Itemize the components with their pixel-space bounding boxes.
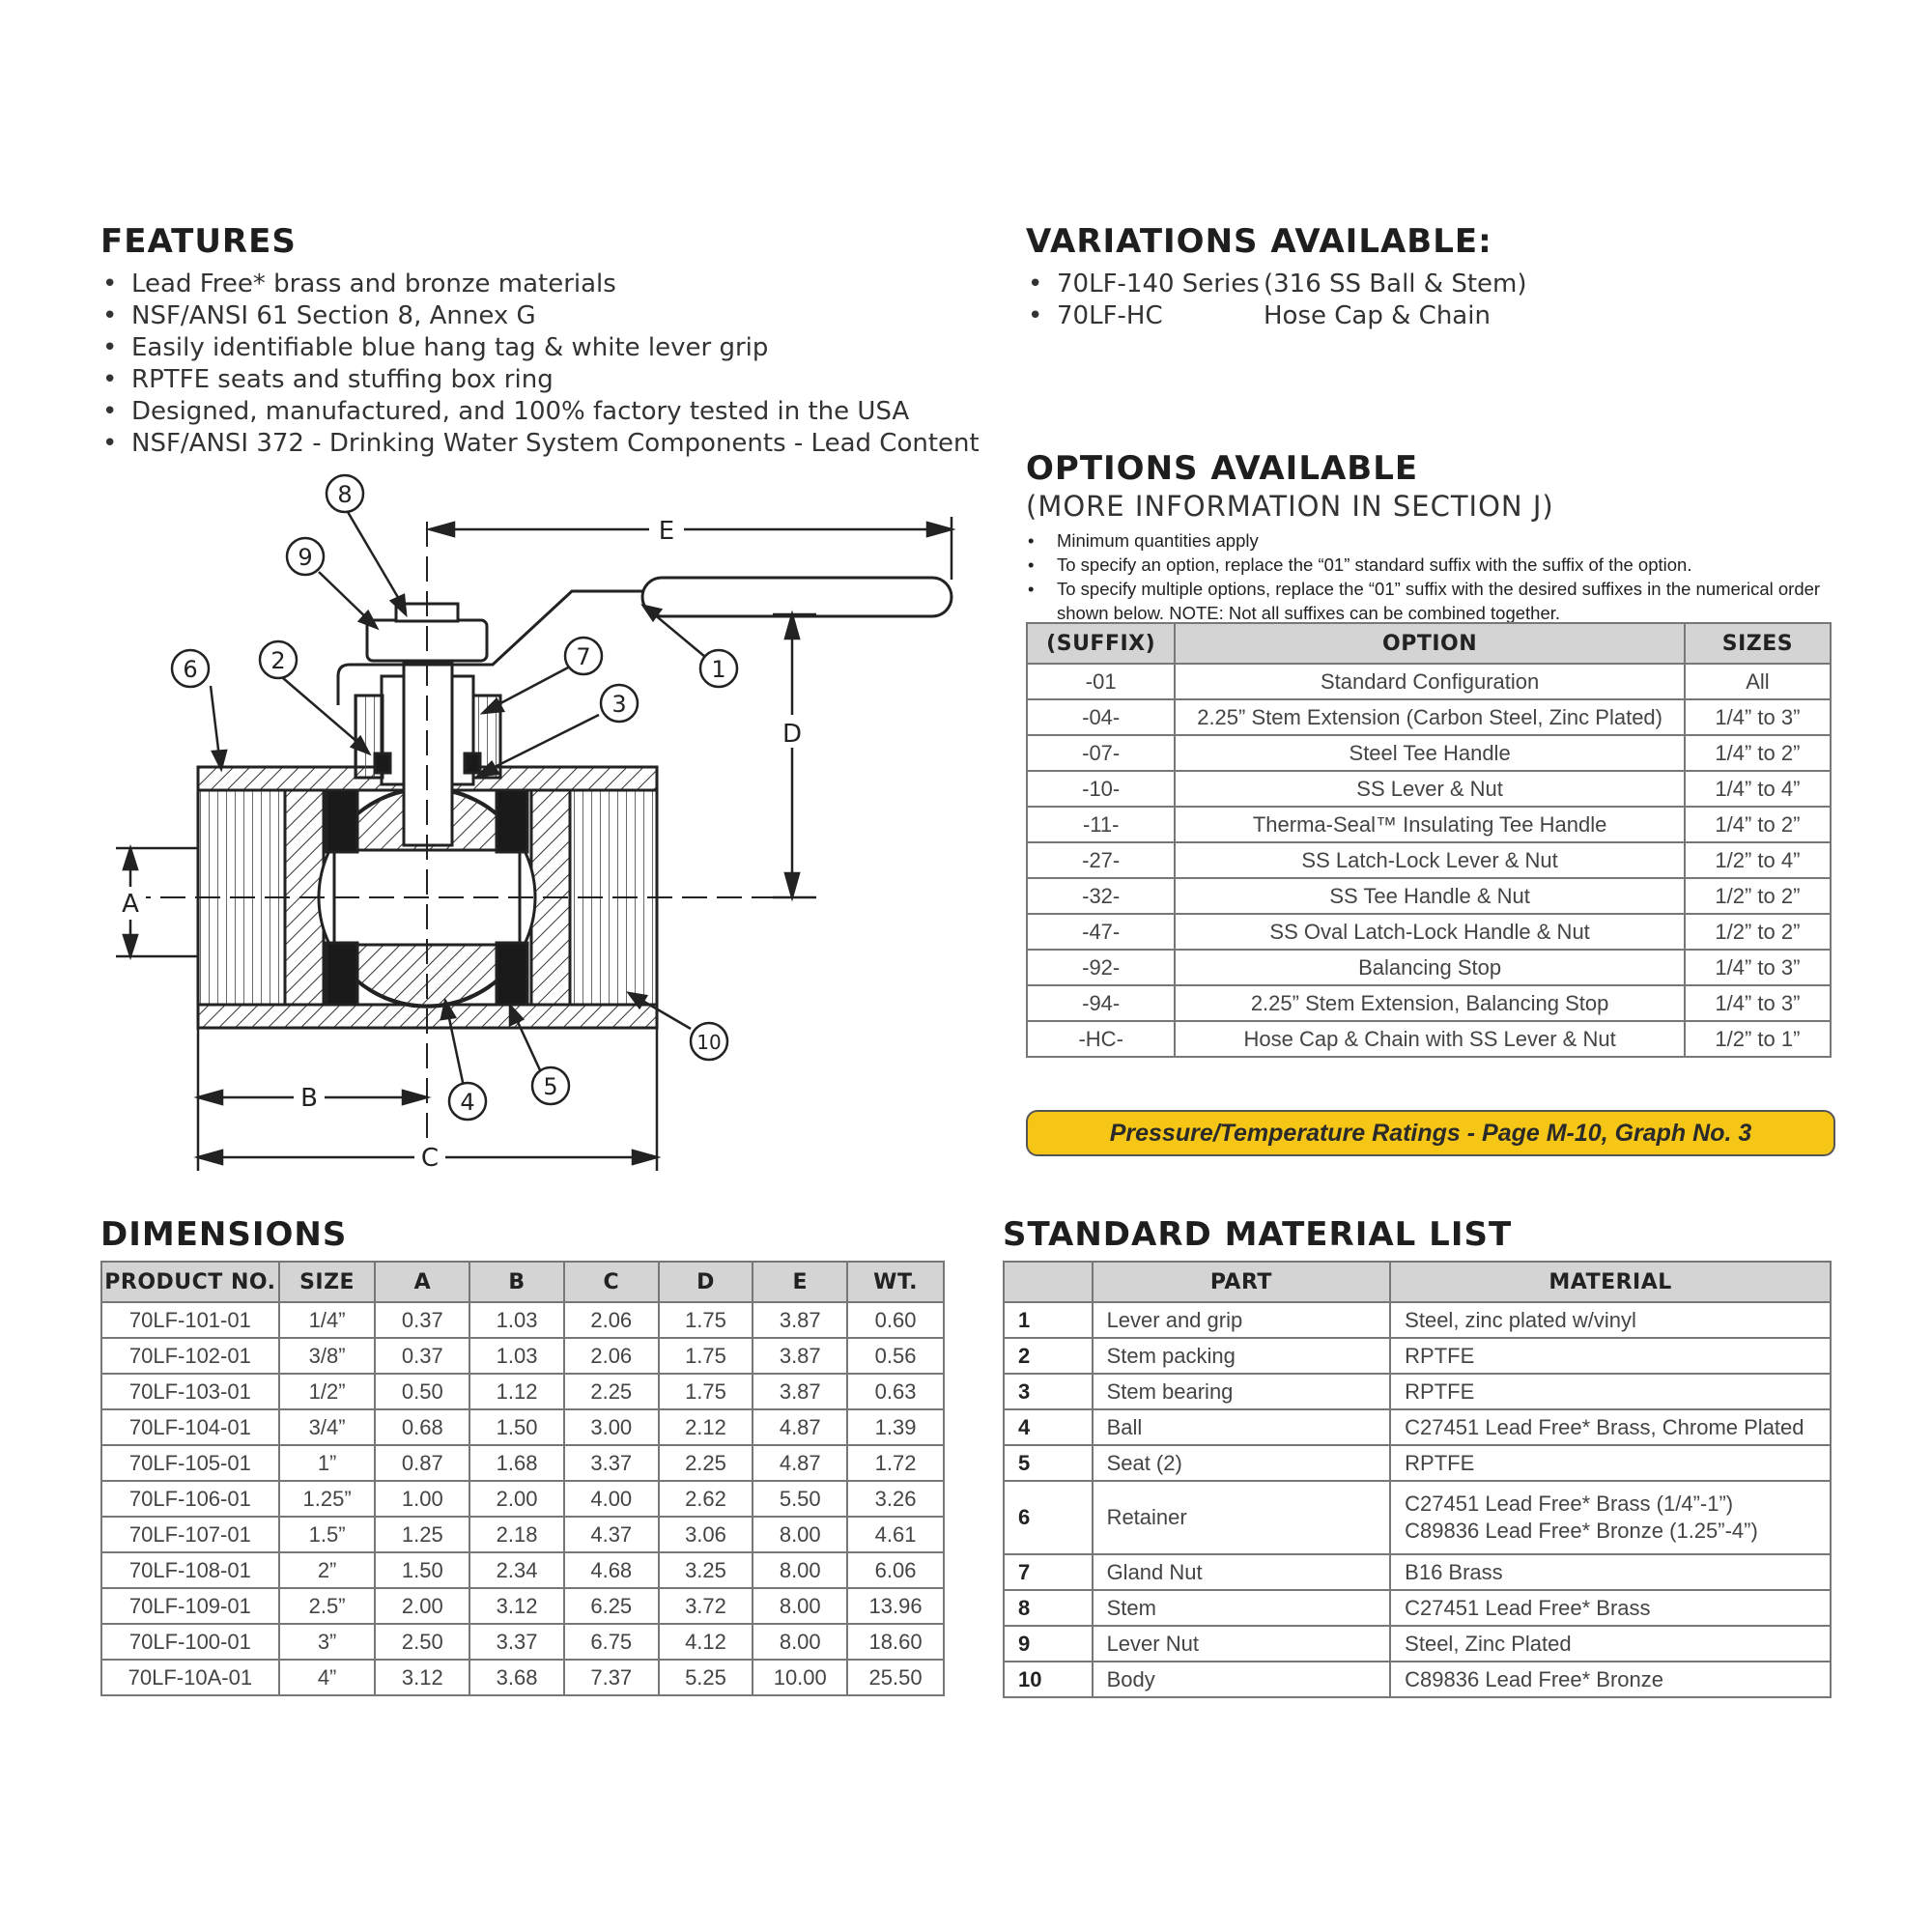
- sizes-cell: 1/2” to 2”: [1685, 878, 1831, 914]
- dim-b-cell: 3.68: [469, 1660, 564, 1695]
- features-section: [100, 222, 980, 460]
- materials-row: [1004, 1590, 1831, 1626]
- size-cell: 1/2”: [279, 1374, 376, 1409]
- dim-c-cell: 4.00: [564, 1481, 659, 1517]
- dim-c-cell: 3.00: [564, 1409, 659, 1445]
- material-line: RPTFE: [1405, 1343, 1475, 1368]
- dim-d-cell: 1.75: [659, 1302, 753, 1338]
- suffix-cell: -04-: [1027, 699, 1175, 735]
- dim-b-cell: 2.00: [469, 1481, 564, 1517]
- suffix-cell: -01: [1027, 664, 1175, 699]
- option-cell: 2.25” Stem Extension, Balancing Stop: [1175, 985, 1684, 1021]
- option-cell: SS Lever & Nut: [1175, 771, 1684, 807]
- dim-c-cell: 2.25: [564, 1374, 659, 1409]
- dim-d-cell: 1.75: [659, 1374, 753, 1409]
- size-cell: 2.5”: [279, 1588, 376, 1624]
- product-no-cell: 70LF-103-01: [101, 1374, 279, 1409]
- dim-e-cell: 3.87: [753, 1302, 847, 1338]
- options-row: [1027, 1021, 1831, 1057]
- materials-row: [1004, 1302, 1831, 1338]
- part-name-cell: Lever Nut: [1093, 1626, 1391, 1662]
- variation-item: [1026, 300, 1527, 332]
- callout-10: 10: [696, 1031, 722, 1054]
- dim-e-cell: 8.00: [753, 1552, 847, 1588]
- dimensions-header-row: [101, 1262, 944, 1302]
- part-number-cell: 7: [1004, 1554, 1093, 1590]
- dimensions-row: [101, 1338, 944, 1374]
- product-no-cell: 70LF-10A-01: [101, 1660, 279, 1695]
- callout-7: 7: [576, 643, 591, 670]
- feature-item: • Easily identifiable blue hang tag & white lever grip: [100, 332, 980, 364]
- product-no-cell: 70LF-107-01: [101, 1517, 279, 1552]
- material-cell: [1390, 1338, 1831, 1374]
- part-name-cell: Seat (2): [1093, 1445, 1391, 1481]
- pressure-temperature-banner: Pressure/Temperature Ratings - Page M-10, Graph No. 3: [1026, 1110, 1835, 1156]
- options-row: [1027, 878, 1831, 914]
- material-line: RPTFE: [1405, 1450, 1475, 1475]
- sizes-cell: 1/4” to 3”: [1685, 985, 1831, 1021]
- materials-col-header: MATERIAL: [1390, 1262, 1831, 1302]
- dim-e-cell: 8.00: [753, 1517, 847, 1552]
- part-number-cell: 4: [1004, 1409, 1093, 1445]
- option-cell: Standard Configuration: [1175, 664, 1684, 699]
- dim-d-cell: 2.62: [659, 1481, 753, 1517]
- dim-d-cell: 3.06: [659, 1517, 753, 1552]
- options-body: [1027, 664, 1831, 1057]
- materials-col-header: PART: [1093, 1262, 1391, 1302]
- option-cell: Hose Cap & Chain with SS Lever & Nut: [1175, 1021, 1684, 1057]
- dim-b-cell: 1.50: [469, 1409, 564, 1445]
- size-cell: 3/8”: [279, 1338, 376, 1374]
- dimensions-body: [101, 1302, 944, 1695]
- part-name-cell: Stem bearing: [1093, 1374, 1391, 1409]
- material-line: C27451 Lead Free* Brass (1/4”-1”): [1405, 1492, 1734, 1516]
- product-no-cell: 70LF-108-01: [101, 1552, 279, 1588]
- dim-b-cell: 1.03: [469, 1302, 564, 1338]
- dim-label-e: E: [658, 517, 675, 546]
- dim-b-cell: 3.12: [469, 1588, 564, 1624]
- dim-b-cell: 1.68: [469, 1445, 564, 1481]
- options-row: [1027, 914, 1831, 950]
- dimensions-row: [101, 1409, 944, 1445]
- part-name-cell: Gland Nut: [1093, 1554, 1391, 1590]
- dim-a-cell: 1.50: [375, 1552, 469, 1588]
- weight-cell: 25.50: [847, 1660, 944, 1695]
- option-cell: 2.25” Stem Extension (Carbon Steel, Zinc Plated): [1175, 699, 1684, 735]
- part-number-cell: 2: [1004, 1338, 1093, 1374]
- part-number-cell: 1: [1004, 1302, 1093, 1338]
- material-cell: [1390, 1481, 1831, 1554]
- dimensions-col-header: WT.: [847, 1262, 944, 1302]
- options-col-header: SIZES: [1685, 623, 1831, 664]
- sizes-cell: 1/4” to 2”: [1685, 735, 1831, 771]
- part-name-cell: Stem: [1093, 1590, 1391, 1626]
- part-number-cell: 3: [1004, 1374, 1093, 1409]
- weight-cell: 6.06: [847, 1552, 944, 1588]
- weight-cell: 0.63: [847, 1374, 944, 1409]
- feature-item: • NSF/ANSI 372 - Drinking Water System Components - Lead Content: [100, 428, 980, 460]
- materials-heading: STANDARD MATERIAL LIST: [1003, 1215, 1513, 1254]
- material-cell: [1390, 1445, 1831, 1481]
- dim-e-cell: 4.87: [753, 1409, 847, 1445]
- dim-c-cell: 2.06: [564, 1302, 659, 1338]
- options-header-row: [1027, 623, 1831, 664]
- part-number-cell: 8: [1004, 1590, 1093, 1626]
- materials-row: [1004, 1481, 1831, 1554]
- material-line: C89836 Lead Free* Bronze: [1405, 1666, 1664, 1691]
- dim-a-cell: 1.00: [375, 1481, 469, 1517]
- weight-cell: 4.61: [847, 1517, 944, 1552]
- feature-item: • Lead Free* brass and bronze materials: [100, 269, 980, 300]
- size-cell: 4”: [279, 1660, 376, 1695]
- variation-code: 70LF-140 Series: [1057, 270, 1260, 298]
- dim-c-cell: 6.25: [564, 1588, 659, 1624]
- suffix-cell: -94-: [1027, 985, 1175, 1021]
- part-name-cell: Body: [1093, 1662, 1391, 1697]
- dim-e-cell: 4.87: [753, 1445, 847, 1481]
- part-number-cell: 6: [1004, 1481, 1093, 1554]
- materials-row: [1004, 1374, 1831, 1409]
- dim-c-cell: 3.37: [564, 1445, 659, 1481]
- materials-row: [1004, 1409, 1831, 1445]
- materials-body: [1004, 1302, 1831, 1697]
- dim-d-cell: 1.75: [659, 1338, 753, 1374]
- variation-desc: Hose Cap & Chain: [1264, 301, 1491, 330]
- sizes-cell: 1/4” to 3”: [1685, 699, 1831, 735]
- dim-c-cell: 6.75: [564, 1624, 659, 1660]
- dim-label-a: A: [122, 890, 139, 919]
- material-line: Steel, Zinc Plated: [1405, 1631, 1572, 1656]
- options-row: [1027, 842, 1831, 878]
- part-number-cell: 5: [1004, 1445, 1093, 1481]
- dim-d-cell: 5.25: [659, 1660, 753, 1695]
- suffix-cell: -10-: [1027, 771, 1175, 807]
- callout-1: 1: [711, 656, 726, 683]
- dim-a-cell: 0.50: [375, 1374, 469, 1409]
- dimensions-heading: DIMENSIONS: [100, 1215, 348, 1254]
- weight-cell: 0.56: [847, 1338, 944, 1374]
- dim-a-cell: 0.37: [375, 1338, 469, 1374]
- materials-col-header: [1004, 1262, 1093, 1302]
- option-cell: SS Oval Latch-Lock Handle & Nut: [1175, 914, 1684, 950]
- options-col-header: (SUFFIX): [1027, 623, 1175, 664]
- dimensions-table: [100, 1261, 945, 1696]
- product-no-cell: 70LF-100-01: [101, 1624, 279, 1660]
- callout-6: 6: [183, 656, 198, 683]
- options-row: [1027, 735, 1831, 771]
- materials-row: [1004, 1626, 1831, 1662]
- options-row: [1027, 699, 1831, 735]
- options-col-header: OPTION: [1175, 623, 1684, 664]
- part-name-cell: Retainer: [1093, 1481, 1391, 1554]
- dim-c-cell: 7.37: [564, 1660, 659, 1695]
- dimensions-col-header: B: [469, 1262, 564, 1302]
- valve-body-drawing: [126, 522, 952, 1159]
- feature-item: • Designed, manufactured, and 100% factory tested in the USA: [100, 396, 980, 428]
- dim-d-cell: 2.12: [659, 1409, 753, 1445]
- suffix-cell: -27-: [1027, 842, 1175, 878]
- size-cell: 1.5”: [279, 1517, 376, 1552]
- options-note: • Minimum quantities apply: [1026, 528, 1837, 553]
- product-no-cell: 70LF-109-01: [101, 1588, 279, 1624]
- sizes-cell: 1/2” to 2”: [1685, 914, 1831, 950]
- dim-b-cell: 2.34: [469, 1552, 564, 1588]
- options-row: [1027, 771, 1831, 807]
- options-table: [1026, 622, 1832, 1058]
- material-line: C89836 Lead Free* Bronze (1.25”-4”): [1405, 1519, 1758, 1543]
- weight-cell: 3.26: [847, 1481, 944, 1517]
- feature-item: • RPTFE seats and stuffing box ring: [100, 364, 980, 396]
- dimensions-row: [101, 1552, 944, 1588]
- part-name-cell: Stem packing: [1093, 1338, 1391, 1374]
- variations-heading: VARIATIONS AVAILABLE:: [1026, 222, 1492, 261]
- product-no-cell: 70LF-106-01: [101, 1481, 279, 1517]
- callout-4: 4: [460, 1089, 475, 1116]
- variation-desc: (316 SS Ball & Stem): [1264, 270, 1527, 298]
- part-name-cell: Ball: [1093, 1409, 1391, 1445]
- dim-a-cell: 0.68: [375, 1409, 469, 1445]
- dim-a-cell: 2.00: [375, 1588, 469, 1624]
- callout-3: 3: [611, 691, 627, 718]
- options-note: • To specify an option, replace the “01” standard suffix with the suffix of the option.: [1026, 553, 1837, 577]
- dim-d-cell: 3.72: [659, 1588, 753, 1624]
- weight-cell: 0.60: [847, 1302, 944, 1338]
- material-cell: [1390, 1302, 1831, 1338]
- dim-d-cell: 2.25: [659, 1445, 753, 1481]
- dim-e-cell: 10.00: [753, 1660, 847, 1695]
- dim-a-cell: 1.25: [375, 1517, 469, 1552]
- dim-a-cell: 0.37: [375, 1302, 469, 1338]
- part-number-cell: 9: [1004, 1626, 1093, 1662]
- materials-table: [1003, 1261, 1832, 1698]
- part-name-cell: Lever and grip: [1093, 1302, 1391, 1338]
- dim-b-cell: 1.12: [469, 1374, 564, 1409]
- material-cell: [1390, 1409, 1831, 1445]
- option-cell: SS Latch-Lock Lever & Nut: [1175, 842, 1684, 878]
- sizes-cell: 1/4” to 3”: [1685, 950, 1831, 985]
- dim-label-c: C: [420, 1144, 440, 1173]
- dim-b-cell: 2.18: [469, 1517, 564, 1552]
- dimensions-row: [101, 1445, 944, 1481]
- dim-c-cell: 2.06: [564, 1338, 659, 1374]
- material-cell: [1390, 1590, 1831, 1626]
- material-cell: [1390, 1554, 1831, 1590]
- dim-b-cell: 3.37: [469, 1624, 564, 1660]
- options-note: • To specify multiple options, replace the “01” suffix with the desired suffixes in the numerical order shown below. NOTE: Not all suffixes can be combined together.: [1026, 577, 1837, 625]
- material-line: Steel, zinc plated w/vinyl: [1405, 1307, 1636, 1332]
- dim-c-cell: 4.37: [564, 1517, 659, 1552]
- materials-header-row: [1004, 1262, 1831, 1302]
- features-heading: FEATURES: [100, 222, 297, 261]
- dimensions-row: [101, 1481, 944, 1517]
- size-cell: 1”: [279, 1445, 376, 1481]
- size-cell: 3”: [279, 1624, 376, 1660]
- options-row: [1027, 807, 1831, 842]
- callout-8: 8: [337, 481, 353, 508]
- dimensions-col-header: E: [753, 1262, 847, 1302]
- suffix-cell: -92-: [1027, 950, 1175, 985]
- options-subheading: (MORE INFORMATION IN SECTION J): [1026, 490, 1554, 523]
- dimensions-row: [101, 1374, 944, 1409]
- dim-a-cell: 3.12: [375, 1660, 469, 1695]
- materials-row: [1004, 1338, 1831, 1374]
- dim-d-cell: 4.12: [659, 1624, 753, 1660]
- options-section: [1026, 449, 1837, 625]
- features-list: [100, 269, 980, 460]
- suffix-cell: -11-: [1027, 807, 1175, 842]
- material-cell: [1390, 1662, 1831, 1697]
- dimensions-col-header: SIZE: [279, 1262, 376, 1302]
- sizes-cell: 1/4” to 4”: [1685, 771, 1831, 807]
- materials-row: [1004, 1662, 1831, 1697]
- option-cell: Steel Tee Handle: [1175, 735, 1684, 771]
- product-no-cell: 70LF-101-01: [101, 1302, 279, 1338]
- options-row: [1027, 985, 1831, 1021]
- dimensions-col-header: D: [659, 1262, 753, 1302]
- variations-section: [1026, 222, 1527, 332]
- dimensions-row: [101, 1517, 944, 1552]
- dim-label-b: B: [300, 1084, 318, 1113]
- material-line: B16 Brass: [1405, 1559, 1503, 1584]
- dimensions-col-header: PRODUCT NO.: [101, 1262, 279, 1302]
- material-cell: [1390, 1626, 1831, 1662]
- dim-b-cell: 1.03: [469, 1338, 564, 1374]
- suffix-cell: -HC-: [1027, 1021, 1175, 1057]
- variation-code: 70LF-HC: [1057, 301, 1163, 330]
- sizes-cell: All: [1685, 664, 1831, 699]
- suffix-cell: -32-: [1027, 878, 1175, 914]
- part-number-cell: 10: [1004, 1662, 1093, 1697]
- dim-a-cell: 0.87: [375, 1445, 469, 1481]
- dim-e-cell: 8.00: [753, 1624, 847, 1660]
- valve-diagram: [106, 464, 976, 1183]
- sizes-cell: 1/2” to 1”: [1685, 1021, 1831, 1057]
- suffix-cell: -47-: [1027, 914, 1175, 950]
- callout-2: 2: [270, 647, 286, 674]
- options-heading: OPTIONS AVAILABLE: [1026, 449, 1419, 488]
- sizes-cell: 1/2” to 4”: [1685, 842, 1831, 878]
- callout-5: 5: [543, 1073, 558, 1100]
- material-cell: [1390, 1374, 1831, 1409]
- variation-item: [1026, 269, 1527, 300]
- weight-cell: 1.39: [847, 1409, 944, 1445]
- weight-cell: 1.72: [847, 1445, 944, 1481]
- dim-e-cell: 8.00: [753, 1588, 847, 1624]
- size-cell: 2”: [279, 1552, 376, 1588]
- product-no-cell: 70LF-105-01: [101, 1445, 279, 1481]
- suffix-cell: -07-: [1027, 735, 1175, 771]
- dimensions-row: [101, 1624, 944, 1660]
- dimensions-row: [101, 1302, 944, 1338]
- dim-a-cell: 2.50: [375, 1624, 469, 1660]
- material-line: C27451 Lead Free* Brass: [1405, 1595, 1651, 1620]
- materials-row: [1004, 1445, 1831, 1481]
- dim-e-cell: 3.87: [753, 1374, 847, 1409]
- size-cell: 1.25”: [279, 1481, 376, 1517]
- option-cell: Balancing Stop: [1175, 950, 1684, 985]
- dim-d-cell: 3.25: [659, 1552, 753, 1588]
- material-line: RPTFE: [1405, 1378, 1475, 1404]
- options-row: [1027, 664, 1831, 699]
- dimensions-col-header: C: [564, 1262, 659, 1302]
- dimensions-row: [101, 1588, 944, 1624]
- dim-e-cell: 5.50: [753, 1481, 847, 1517]
- dimensions-row: [101, 1660, 944, 1695]
- dimensions-col-header: A: [375, 1262, 469, 1302]
- options-row: [1027, 950, 1831, 985]
- sizes-cell: 1/4” to 2”: [1685, 807, 1831, 842]
- dim-label-d: D: [781, 720, 803, 749]
- product-no-cell: 70LF-104-01: [101, 1409, 279, 1445]
- material-line: C27451 Lead Free* Brass, Chrome Plated: [1405, 1414, 1804, 1439]
- size-cell: 3/4”: [279, 1409, 376, 1445]
- feature-item: • NSF/ANSI 61 Section 8, Annex G: [100, 300, 980, 332]
- materials-row: [1004, 1554, 1831, 1590]
- product-no-cell: 70LF-102-01: [101, 1338, 279, 1374]
- option-cell: Therma-Seal™ Insulating Tee Handle: [1175, 807, 1684, 842]
- dim-e-cell: 3.87: [753, 1338, 847, 1374]
- size-cell: 1/4”: [279, 1302, 376, 1338]
- weight-cell: 18.60: [847, 1624, 944, 1660]
- weight-cell: 13.96: [847, 1588, 944, 1624]
- options-notes: [1026, 528, 1837, 625]
- option-cell: SS Tee Handle & Nut: [1175, 878, 1684, 914]
- callout-9: 9: [298, 544, 313, 571]
- dim-c-cell: 4.68: [564, 1552, 659, 1588]
